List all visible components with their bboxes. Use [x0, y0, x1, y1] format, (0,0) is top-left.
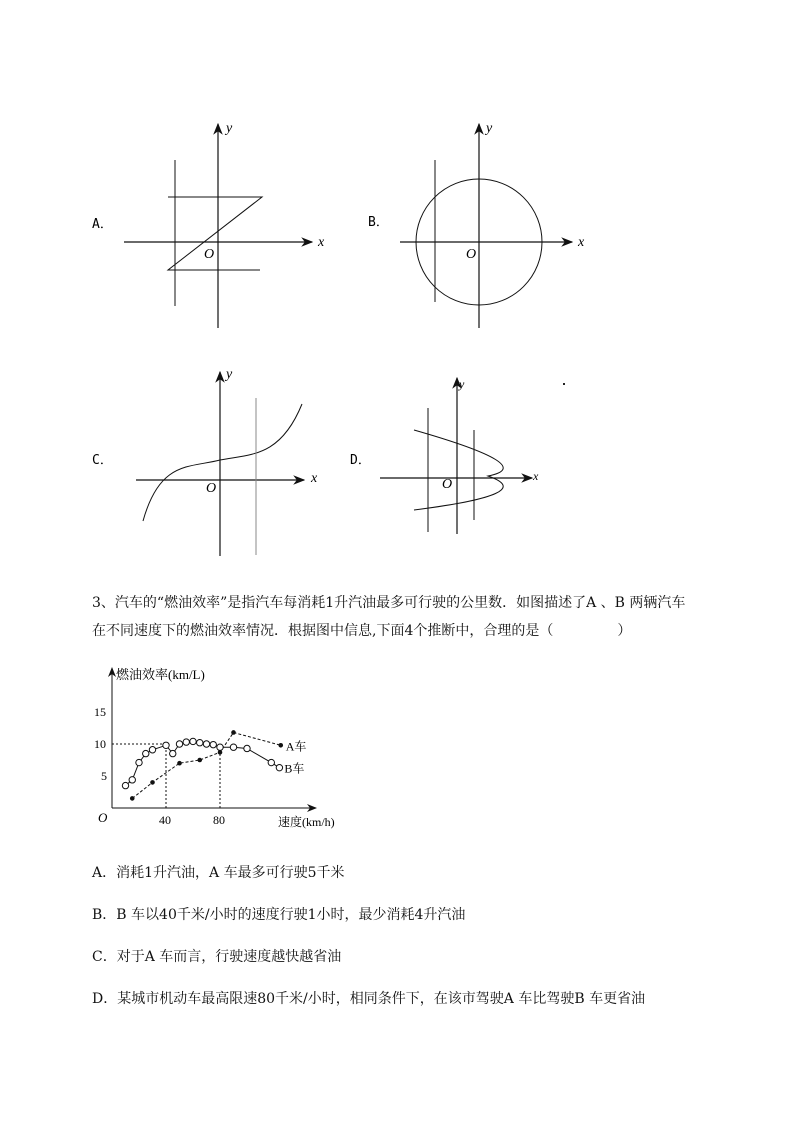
legend-label-b: B车: [284, 761, 305, 776]
data-point-b: [210, 741, 216, 747]
graph-option-d: [340, 370, 570, 540]
question-3-line-1: 3、汽车的“燃油效率”是指汽车每消耗1升汽油最多可行驶的公里数．如图描述了A 、B 两辆汽车: [92, 595, 686, 611]
fuel-efficiency-chart: [90, 660, 360, 840]
y-tick-label: 15: [94, 705, 106, 719]
legend-label-a: A车: [285, 739, 307, 754]
data-point-b: [217, 744, 223, 750]
y-axis-label: y: [226, 121, 233, 136]
y-axis-label: y: [486, 121, 493, 136]
y-axis-label: y: [226, 367, 233, 382]
choice-a[interactable]: A．消耗1升汽油，A 车最多可行驶5千米: [92, 865, 345, 881]
origin-label: O: [206, 481, 217, 496]
origin-label: O: [466, 247, 477, 262]
x-tick-label: 40: [159, 813, 171, 827]
graph-option-c: [80, 360, 350, 570]
question-3: [92, 589, 752, 645]
origin-label: O: [442, 477, 453, 492]
chart-origin: O: [98, 810, 108, 825]
data-point-b: [163, 742, 169, 748]
option-label: C．: [92, 453, 113, 468]
chart-ylabel: 燃油效率(km/L): [116, 667, 205, 682]
x-tick-label: 80: [213, 813, 225, 827]
cubic-curve: [143, 404, 302, 521]
x-axis-label: x: [578, 235, 585, 250]
data-point-a: [197, 758, 202, 763]
data-point-b: [176, 741, 182, 747]
data-point-b: [183, 739, 189, 745]
data-point-b: [122, 782, 128, 788]
choice-d[interactable]: D．某城市机动车最高限速80千米/小时，相同条件下，在该市驾驶A 车比驾驶B 车更省油: [92, 991, 646, 1007]
data-point-a: [278, 743, 283, 748]
data-point-b: [143, 750, 149, 756]
data-point-b: [149, 747, 155, 753]
data-point-b: [197, 740, 203, 746]
x-axis-label: x: [311, 471, 318, 486]
data-point-b: [190, 738, 196, 744]
data-point-a: [130, 796, 135, 801]
data-point-b: [170, 750, 176, 756]
data-point-b: [276, 764, 282, 770]
y-axis-label: y: [459, 377, 465, 391]
choice-c[interactable]: C．对于A 车而言，行驶速度越快越省油: [92, 949, 342, 965]
data-point-b: [230, 744, 236, 750]
data-point-b: [129, 777, 135, 783]
data-point-a: [177, 761, 182, 766]
question-3-line-2: 在不同速度下的燃油效率情况．根据图中信息,下面4个推断中，合理的是（ ）: [92, 623, 632, 639]
data-point-a: [150, 780, 155, 785]
data-point-a: [231, 730, 236, 735]
z-curve: [168, 197, 262, 270]
data-point-b: [244, 745, 250, 751]
option-label: D．: [350, 453, 371, 468]
chart-xlabel: 速度(km/h): [278, 815, 335, 829]
parabola-curve: [414, 430, 503, 510]
choice-b[interactable]: B．B 车以40千米/小时的速度行驶1小时，最少消耗4升汽油: [92, 907, 466, 923]
graph-option-a: [80, 110, 340, 340]
option-label: B．: [368, 215, 389, 230]
option-label: A．: [92, 217, 113, 232]
stray-dot: [563, 383, 565, 385]
series-line-b: [126, 741, 280, 785]
y-tick-label: 10: [94, 737, 106, 751]
origin-label: O: [204, 247, 215, 262]
data-point-b: [136, 759, 142, 765]
data-point-b: [203, 741, 209, 747]
y-tick-label: 5: [101, 769, 107, 783]
x-axis-label: x: [533, 469, 539, 483]
graph-option-b: [360, 110, 600, 340]
data-point-b: [268, 759, 274, 765]
x-axis-label: x: [318, 235, 325, 250]
